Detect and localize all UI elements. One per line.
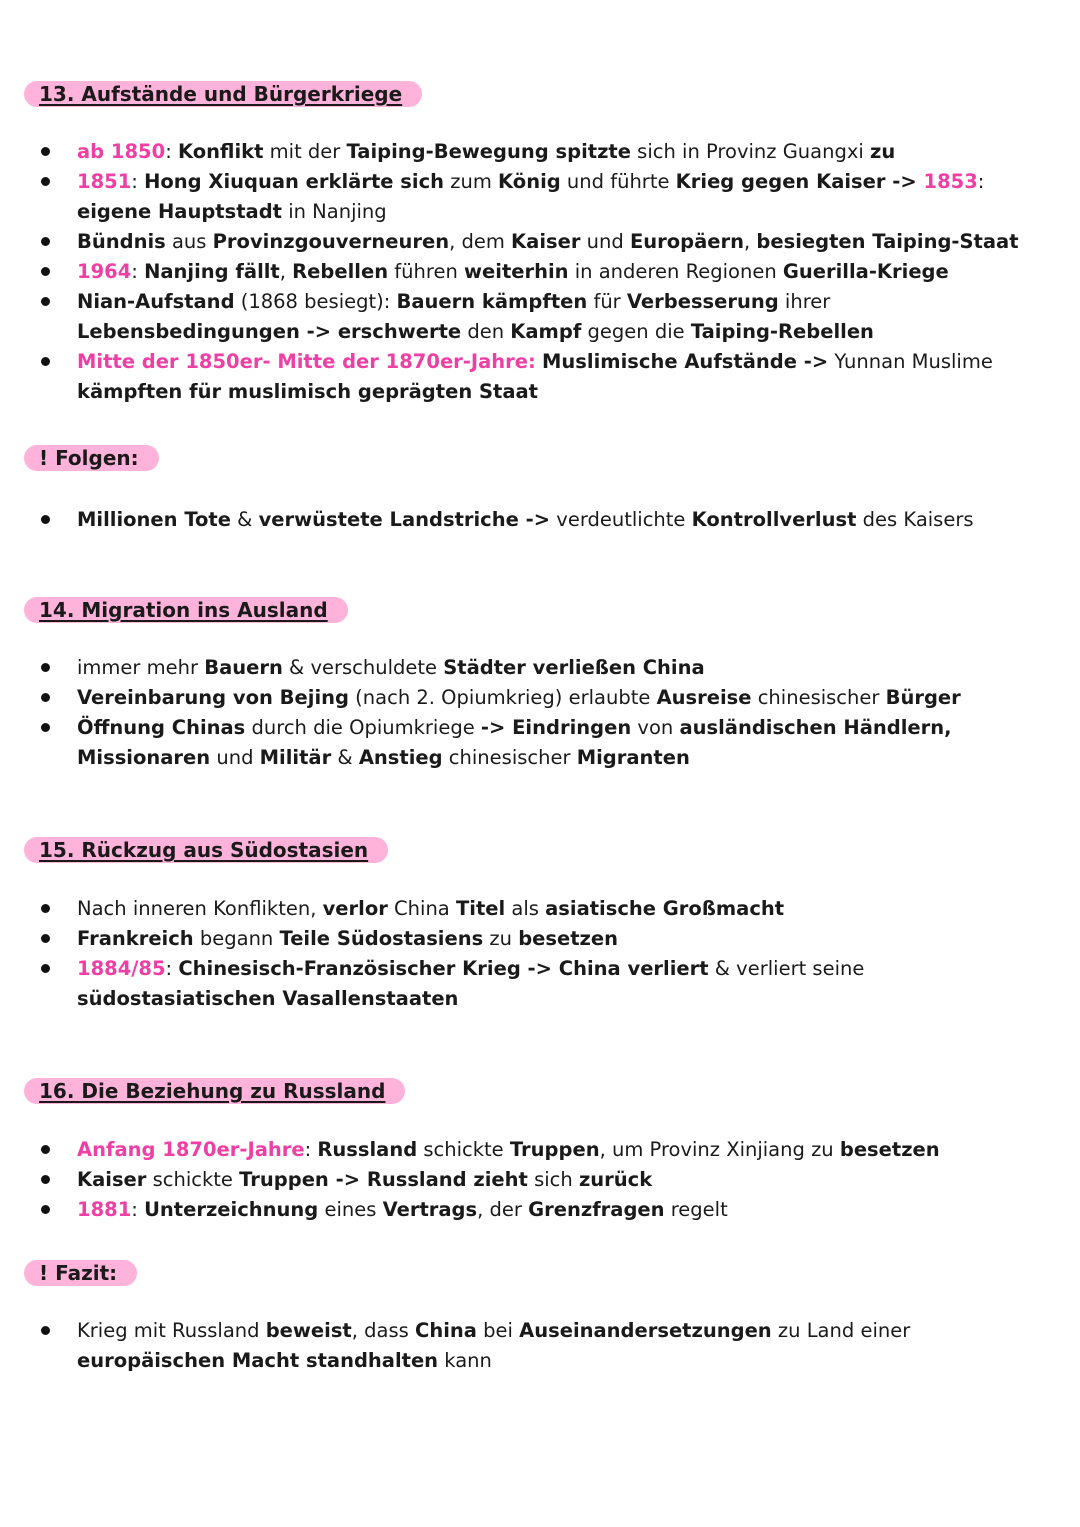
bullet-list [40, 1316, 1050, 1376]
bullet-item [40, 505, 1050, 535]
text: , [744, 230, 757, 253]
bullet-item [40, 257, 1050, 287]
bullet-item [40, 137, 1050, 167]
bold-text: beweist [265, 1319, 352, 1342]
text: eines [318, 1198, 383, 1221]
highlight-text: 1851 [77, 170, 132, 193]
bullet-item [40, 954, 1050, 1014]
bold-text: kämpften für muslimisch geprägten Staat [77, 380, 538, 403]
text: , dass [351, 1319, 416, 1342]
highlight-text: 1853 [923, 170, 978, 193]
text: immer mehr [77, 656, 205, 679]
text: : [165, 140, 178, 163]
bullet-item [40, 1165, 1050, 1195]
text: , der [477, 1198, 529, 1221]
text: : [304, 1138, 318, 1161]
section-heading-15 [24, 837, 388, 863]
highlight-text: 1964 [77, 260, 132, 283]
bold-text: Vertrags [382, 1198, 478, 1221]
bold-text: Kaiser [511, 230, 581, 253]
bold-text: verwüstete Landstriche -> [258, 508, 551, 531]
bullet-dot-icon [41, 297, 50, 306]
bullet-item [40, 683, 1050, 713]
text: : [165, 957, 179, 980]
section-heading-13 [24, 81, 422, 107]
text: in anderen Regionen [568, 260, 783, 283]
bullet-dot-icon [41, 1205, 50, 1214]
text: ihrer [778, 290, 837, 313]
section-heading-text: 14. Migration ins Ausland [39, 598, 328, 622]
bold-text: Millionen Tote [77, 508, 231, 531]
bullet-item [40, 924, 1050, 954]
text: : [131, 170, 145, 193]
bold-text: ausländischen Händlern, Missionaren [77, 716, 959, 769]
bullet-item [40, 167, 1050, 227]
bullet-list [40, 1135, 1050, 1225]
text: & verliert seine [708, 957, 871, 980]
bullet-dot-icon [41, 1175, 50, 1184]
bold-text: weiterhin [464, 260, 569, 283]
text: gegen die [581, 320, 691, 343]
text: des Kaisers [856, 508, 974, 531]
bullet-dot-icon [41, 237, 50, 246]
section-heading-text: 15. Rückzug aus Südostasien [39, 838, 369, 862]
bold-text: Unterzeichnung [144, 1198, 319, 1221]
bullet-dot-icon [41, 1326, 50, 1335]
bullet-dot-icon [41, 693, 50, 702]
bold-text: besetzen [518, 927, 618, 950]
text: , [279, 260, 293, 283]
bold-text: Verbesserung [626, 290, 779, 313]
text: , dem [449, 230, 512, 253]
text: & verschuldete [282, 656, 444, 679]
bold-text: Bauern [204, 656, 283, 679]
bold-text: Bauern kämpften [396, 290, 588, 313]
text: und führte [560, 170, 676, 193]
bold-text: Ausreise [656, 686, 752, 709]
bold-text: China [415, 1319, 477, 1342]
bold-text: Nian-Aufstand [77, 290, 235, 313]
bold-text: Provinzgouverneuren [212, 230, 450, 253]
bold-text: europäischen Macht standhalten [77, 1349, 439, 1372]
text: als [505, 897, 546, 920]
text: zu Land einer [771, 1319, 917, 1342]
highlight-text: ab 1850 [77, 140, 166, 163]
text: zu [483, 927, 519, 950]
text: Krieg mit Russland [77, 1319, 266, 1342]
bold-text: besiegten Taiping-Staat [756, 230, 1019, 253]
bullet-dot-icon [41, 147, 50, 156]
bold-text: Öffnung Chinas [77, 716, 246, 739]
bullet-item [40, 894, 1050, 924]
bold-text: Truppen -> Russland zieht [239, 1168, 528, 1191]
text: für [587, 290, 627, 313]
text: & [230, 508, 259, 531]
bold-text: Hong Xiuquan erklärte sich [144, 170, 445, 193]
section-heading-16 [24, 1078, 405, 1104]
bold-text: Anstieg [358, 746, 443, 769]
text: verdeutlichte [550, 508, 692, 531]
section-heading-14 [24, 597, 348, 623]
bullet-item [40, 1135, 1050, 1165]
text: , um Provinz Xinjiang zu [599, 1138, 840, 1161]
bullet-item [40, 1195, 1050, 1225]
text: : [977, 170, 991, 193]
bold-text: Krieg gegen Kaiser -> [675, 170, 924, 193]
text: aus [165, 230, 213, 253]
text: kann [438, 1349, 492, 1372]
bullet-dot-icon [41, 1145, 50, 1154]
bullet-list [40, 505, 1050, 535]
bold-text: Titel [455, 897, 506, 920]
text: führen [388, 260, 465, 283]
bullet-dot-icon [41, 663, 50, 672]
bullet-item [40, 713, 1050, 773]
bold-text: Teile Südostasiens [279, 927, 484, 950]
bold-text: Städter verließen China [443, 656, 705, 679]
text: begann [193, 927, 280, 950]
highlight-text: Anfang 1870er-Jahre [77, 1138, 305, 1161]
bold-text: Lebensbedingungen -> erschwerte [77, 320, 462, 343]
bullet-item [40, 1316, 1050, 1376]
text: in Nanjing [282, 200, 387, 223]
bold-text: asiatische Großmacht [545, 897, 785, 920]
highlight-text: 1881 [77, 1198, 132, 1221]
bold-text: Muslimische Aufstände -> [542, 350, 829, 373]
text: chinesischer [442, 746, 577, 769]
highlight-text: Mitte der 1850er- Mitte der 1870er-Jahre: [77, 350, 536, 373]
section-heading-text: ! Folgen: [39, 446, 139, 470]
bullet-dot-icon [41, 964, 50, 973]
text: von [631, 716, 680, 739]
bold-text: Konflikt [177, 140, 264, 163]
bold-text: Taiping-Rebellen [690, 320, 874, 343]
text: mit der [263, 140, 347, 163]
bullet-item [40, 653, 1050, 683]
bold-text: Kampf [510, 320, 582, 343]
text: schickte [146, 1168, 240, 1191]
bullet-dot-icon [41, 515, 50, 524]
bold-text: Auseinandersetzungen [519, 1319, 772, 1342]
bullet-dot-icon [41, 357, 50, 366]
bold-text: Europäern [629, 230, 745, 253]
bullet-item [40, 347, 1050, 407]
text: den [461, 320, 511, 343]
bold-text: Bürger [885, 686, 961, 709]
bold-text: Taiping-Bewegung spitzte [346, 140, 631, 163]
section-heading-text: 16. Die Beziehung zu Russland [39, 1079, 386, 1103]
text: durch die Opiumkriege [245, 716, 481, 739]
text: sich in Provinz Guangxi [630, 140, 871, 163]
bold-text: zurück [578, 1168, 653, 1191]
bold-text: Rebellen [292, 260, 389, 283]
bullet-dot-icon [41, 267, 50, 276]
bold-text: zu [870, 140, 896, 163]
section-heading-text: ! Fazit: [39, 1261, 118, 1285]
bold-text: Militär [259, 746, 332, 769]
bold-text: Frankreich [77, 927, 194, 950]
text: sich [527, 1168, 579, 1191]
bullet-dot-icon [41, 723, 50, 732]
bold-text: Truppen [509, 1138, 600, 1161]
highlight-text: 1884/85 [77, 957, 166, 980]
bullet-dot-icon [41, 934, 50, 943]
bold-text: besetzen [839, 1138, 940, 1161]
bold-text: König [498, 170, 561, 193]
bold-text: Kaiser [77, 1168, 147, 1191]
bold-text: Kontrollverlust [691, 508, 857, 531]
text: Yunnan Muslime [828, 350, 1000, 373]
text: : [131, 1198, 145, 1221]
text: China [387, 897, 456, 920]
bullet-list [40, 653, 1050, 773]
text: : [131, 260, 145, 283]
section-heading-folgen [24, 445, 159, 471]
bold-text: -> Eindringen [480, 716, 632, 739]
bullet-list [40, 137, 1050, 407]
bullet-dot-icon [41, 177, 50, 186]
bold-text: Guerilla-Kriege [782, 260, 949, 283]
bullet-item [40, 287, 1050, 347]
bold-text: Nanjing fällt [144, 260, 280, 283]
bullet-dot-icon [41, 904, 50, 913]
text: & [331, 746, 359, 769]
bold-text: verlor [322, 897, 388, 920]
text: (nach 2. Opiumkrieg) erlaubte [348, 686, 657, 709]
text: zum [444, 170, 499, 193]
bold-text: Migranten [576, 746, 690, 769]
text: regelt [664, 1198, 728, 1221]
text: bei [476, 1319, 520, 1342]
bold-text: Russland [317, 1138, 418, 1161]
bold-text: Bündnis [77, 230, 166, 253]
text: und [210, 746, 260, 769]
bold-text: Chinesisch-Französischer Krieg -> China verliert [178, 957, 709, 980]
bullet-list [40, 894, 1050, 1014]
text: (1868 besiegt): [234, 290, 397, 313]
bold-text: Vereinbarung von Bejing [77, 686, 349, 709]
bold-text: Grenzfragen [528, 1198, 665, 1221]
bold-text: eigene Hauptstadt [77, 200, 282, 223]
section-heading-text: 13. Aufstände und Bürgerkriege [39, 82, 403, 106]
text: und [580, 230, 630, 253]
bold-text: südostasiatischen Vasallenstaaten [77, 987, 459, 1010]
section-heading-fazit [24, 1260, 137, 1286]
bullet-item [40, 227, 1050, 257]
text: schickte [417, 1138, 510, 1161]
text: chinesischer [751, 686, 886, 709]
text: Nach inneren Konflikten, [77, 897, 323, 920]
